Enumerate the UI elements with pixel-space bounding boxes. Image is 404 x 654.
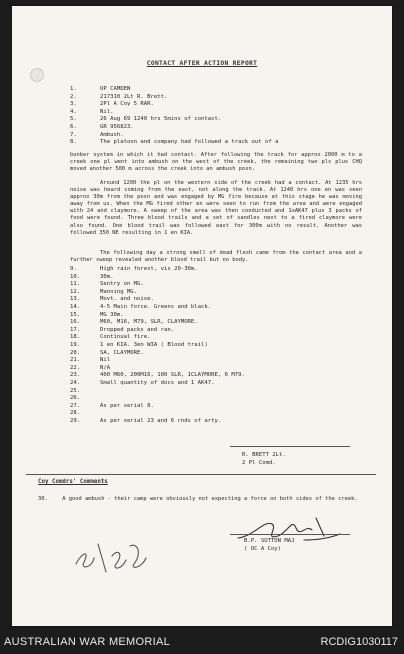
item-value: Nil bbox=[100, 357, 111, 364]
list-item bbox=[70, 101, 370, 109]
item-value: N/A bbox=[100, 364, 111, 371]
item-number: 9. bbox=[70, 266, 77, 272]
item-value: Ambush. bbox=[100, 131, 124, 138]
signer1-block bbox=[242, 452, 286, 467]
list-item bbox=[70, 116, 370, 124]
item-number: 2. bbox=[70, 93, 77, 100]
handwritten-date-scribble bbox=[72, 534, 162, 578]
items-top-list bbox=[70, 86, 370, 147]
item-value: As per serial 23 and 6 rnds of arty. bbox=[100, 417, 222, 424]
list-item bbox=[70, 132, 370, 140]
list-item bbox=[70, 139, 370, 147]
list-item bbox=[70, 357, 370, 365]
item-value: 1 en KIA. 3en WIA ( Blood trail) bbox=[100, 341, 208, 348]
comment-paragraph bbox=[38, 496, 358, 503]
item-value: As per serial 8. bbox=[100, 402, 154, 409]
list-item bbox=[70, 296, 370, 304]
list-item bbox=[70, 274, 370, 282]
paragraph-8b-text: Around 1200 the pl on the western side of the creek had a contact. At 1235 hrs noise was heard coming from the east, not along the track. At 1240 hrs one en was seen approx 30m from the posn and was engaged by MG fire because at this stage he was moving away from us. When the MG fired other en were seen to run from the area and were engaged with 24 and claymore. A sweep of the area was then conducted and 1xAK47 plus 3 packs of food were found. Three blood trails and a set of sandles next to a fired claymore were also found. One blood trail was followed east for 300m with no result. Another was followed 350 NE resulting in 1 en KIA. bbox=[70, 180, 362, 236]
item-number: 23. bbox=[70, 372, 81, 379]
signer1-name: R. BRETT 2Lt. bbox=[242, 452, 286, 458]
item-value: MG 30m. bbox=[100, 311, 124, 318]
paragraph-8c bbox=[70, 250, 362, 264]
item-value: 4-5 Main force. Greens and black. bbox=[100, 303, 212, 310]
item-number: 13. bbox=[70, 296, 81, 303]
list-item bbox=[70, 388, 370, 396]
item-number: 20. bbox=[70, 349, 81, 356]
item-number: 24. bbox=[70, 379, 81, 386]
item-number: 22. bbox=[70, 364, 81, 371]
item-value: Continual fire. bbox=[100, 334, 151, 341]
item-number: 3. bbox=[70, 101, 77, 108]
signer2-name: B.P. SUTTON MAJ bbox=[244, 538, 295, 544]
item-number: 1. bbox=[70, 86, 77, 92]
list-item bbox=[70, 418, 370, 426]
list-item bbox=[70, 395, 370, 403]
comments-heading: Coy Comdrs' Comments bbox=[38, 479, 108, 485]
list-item bbox=[70, 365, 370, 373]
list-item bbox=[70, 289, 370, 297]
item-number: 28. bbox=[70, 410, 81, 417]
item-value: Nil. bbox=[100, 108, 114, 115]
list-item bbox=[70, 334, 370, 342]
list-item bbox=[70, 319, 370, 327]
item-value: High rain forest, vis 20-30m. bbox=[100, 266, 198, 272]
item-value: 26 Aug 69 1240 hrs 5mins of contact. bbox=[100, 116, 222, 123]
item-value: Manning MG. bbox=[100, 288, 138, 295]
item-value: M60, M16, M79, SLR, CLAYMORE. bbox=[100, 319, 198, 326]
item-value: SA, CLAYMORE. bbox=[100, 349, 144, 356]
paragraph-8b bbox=[70, 180, 362, 237]
item-value: 400 M60, 200M16, 100 SLR, 1CLAYMORE, 6 M79. bbox=[100, 372, 245, 379]
item-value: Dropped packs and ran. bbox=[100, 326, 175, 333]
archive-footer bbox=[0, 632, 404, 654]
item-number: 27. bbox=[70, 402, 81, 409]
signer2-role: ( OC A Coy) bbox=[244, 545, 282, 552]
item-value: OP CAMDEN bbox=[100, 86, 131, 92]
signer1-role: 2 Pl Comd. bbox=[242, 459, 276, 466]
item-value: 30m. bbox=[100, 273, 114, 280]
item-number: 25. bbox=[70, 387, 81, 394]
item-number: 19. bbox=[70, 341, 81, 348]
item-number: 21. bbox=[70, 357, 81, 364]
item-number: 10. bbox=[70, 273, 81, 280]
item-number: 12. bbox=[70, 288, 81, 295]
list-item bbox=[70, 281, 370, 289]
list-item bbox=[70, 109, 370, 117]
item-number: 5. bbox=[70, 116, 77, 123]
list-item bbox=[70, 342, 370, 350]
list-item bbox=[70, 403, 370, 411]
item-value: Small quantity of docs and 1 AK47. bbox=[100, 379, 215, 386]
item-value: GR 956823. bbox=[100, 123, 134, 130]
signature-rule-2 bbox=[230, 534, 350, 535]
paragraph-8: bunker system in which it had contact. After following the track for approx 2000 m to a creek one pl went into ambush on the west of the creek, the remaining two pls plus CHQ moved another 500 m across the creek into an ambush posn. bbox=[70, 152, 362, 173]
items-mid-list bbox=[70, 266, 370, 425]
item-number: 6. bbox=[70, 123, 77, 130]
list-item bbox=[70, 94, 370, 102]
list-item bbox=[70, 410, 370, 418]
list-item bbox=[70, 266, 370, 274]
list-item bbox=[70, 124, 370, 132]
item-number: 8. bbox=[70, 139, 77, 146]
item-number: 26. bbox=[70, 395, 81, 402]
list-item bbox=[70, 350, 370, 358]
comment-text: A good ambush - their camp were obviously not expecting a force on both sides of the creek. bbox=[62, 496, 358, 502]
comment-num: 30. bbox=[38, 496, 48, 502]
punch-hole bbox=[30, 68, 44, 82]
paragraph-8c-text: The following day a strong smell of dead flesh came from the contact area and a further sweep revealed another blood trail but no body. bbox=[70, 250, 362, 264]
item-number: 29. bbox=[70, 417, 81, 424]
footer-right-label: RCDIG1030117 bbox=[320, 636, 398, 648]
item-number: 7. bbox=[70, 131, 77, 138]
section-rule bbox=[26, 474, 376, 475]
item-number: 16. bbox=[70, 319, 81, 326]
item-value: The platoon and company had followed a track out of a bbox=[100, 139, 279, 146]
item-number: 11. bbox=[70, 281, 81, 288]
item-number: 17. bbox=[70, 326, 81, 333]
list-item bbox=[70, 380, 370, 388]
list-item bbox=[70, 327, 370, 335]
signer2-block bbox=[244, 538, 295, 553]
signature-rule bbox=[230, 446, 350, 447]
item-value: 2Pl A Coy 5 RAR. bbox=[100, 101, 154, 108]
footer-left-label: AUSTRALIAN WAR MEMORIAL bbox=[4, 636, 171, 648]
item-number: 14. bbox=[70, 303, 81, 310]
list-item bbox=[70, 86, 370, 94]
item-value: Movt. and noise. bbox=[100, 296, 154, 303]
item-value: Sentry on MG. bbox=[100, 281, 144, 288]
item-number: 4. bbox=[70, 108, 77, 115]
item-value: 217310 2Lt R. Brett. bbox=[100, 93, 168, 100]
list-item bbox=[70, 312, 370, 320]
item-number: 15. bbox=[70, 311, 81, 318]
report-title: CONTACT AFTER ACTION REPORT bbox=[146, 60, 258, 67]
item-number: 18. bbox=[70, 334, 81, 341]
list-item bbox=[70, 304, 370, 312]
list-item bbox=[70, 372, 370, 380]
document-page bbox=[12, 6, 392, 626]
